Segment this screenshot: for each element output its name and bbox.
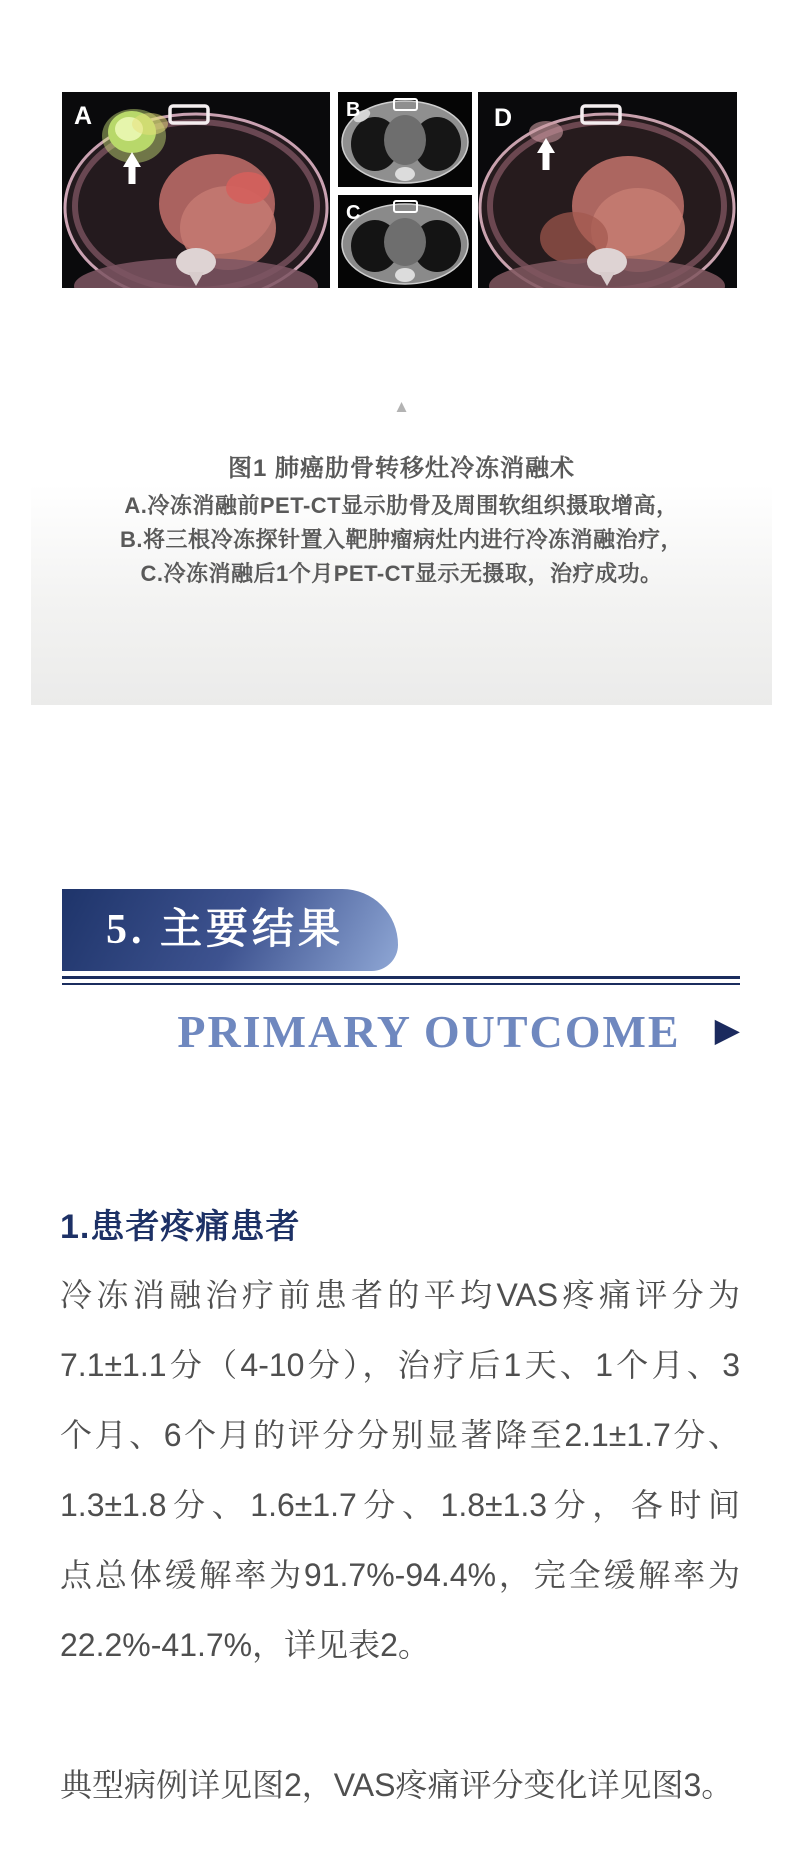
body-line: 个月、6个月的评分分别显著降至2.1±1.7分、	[60, 1417, 740, 1453]
body-line: 冷冻消融治疗前患者的平均VAS疼痛评分为	[60, 1277, 740, 1313]
double-rule-thin	[62, 983, 740, 985]
figure-caption-line-a: A.冷冻消融前PET-CT显示肋骨及周围软组织摄取增高，	[124, 493, 679, 518]
figure-1-image-block	[31, 55, 772, 705]
panel-b-label: B	[346, 99, 361, 121]
pet-ct-scan-d-image	[478, 92, 737, 288]
body-paragraph-1	[60, 1260, 740, 1680]
figure-caption-line-c: C.冷冻消融后1个月PET-CT显示无摄取，治疗成功。	[140, 561, 663, 586]
play-arrow-icon: ▶	[714, 1010, 740, 1048]
pet-ct-panel-a[interactable]	[62, 92, 330, 288]
collapse-triangle-icon[interactable]: ▲	[393, 397, 410, 416]
figure-caption	[31, 449, 772, 591]
body-line: 1.3±1.8分、1.6±1.7分、1.8±1.3分，各时间	[60, 1487, 740, 1523]
section-banner-title: 5. 主要结果	[106, 907, 345, 953]
pet-ct-scan-a-image	[62, 92, 330, 288]
panel-a-label: A	[74, 102, 93, 130]
double-rule-thick	[62, 976, 740, 979]
section-subtitle-row	[60, 1000, 740, 1062]
figure-caption-title: 图1 肺癌肋骨转移灶冷冻消融术	[227, 455, 575, 482]
body-line: 7.1±1.1分（4-10分），治疗后1天、1个月、3	[60, 1347, 740, 1383]
pet-ct-panel-d[interactable]	[478, 92, 737, 288]
ct-panel-b[interactable]	[338, 92, 472, 187]
body-paragraph-2: 典型病例详见图2，VAS疼痛评分变化详见图3。	[60, 1767, 734, 1803]
ct-scan-c-image	[338, 195, 472, 288]
section-banner	[62, 889, 398, 971]
ct-scan-b-image	[338, 92, 472, 187]
body-line: 22.2%-41.7%，详见表2。	[60, 1627, 430, 1663]
section-subtitle-en: PRIMARY OUTCOME	[177, 1005, 681, 1057]
ct-panel-c[interactable]	[338, 195, 472, 288]
subsection-heading: 1.患者疼痛患者	[60, 1208, 301, 1246]
figure-caption-line-b: B.将三根冷冻探针置入靶肿瘤病灶内进行冷冻消融治疗，	[119, 527, 683, 552]
body-line: 点总体缓解率为91.7%-94.4%，完全缓解率为	[60, 1557, 740, 1593]
panel-d-label: D	[494, 104, 513, 132]
panel-c-label: C	[346, 202, 361, 224]
